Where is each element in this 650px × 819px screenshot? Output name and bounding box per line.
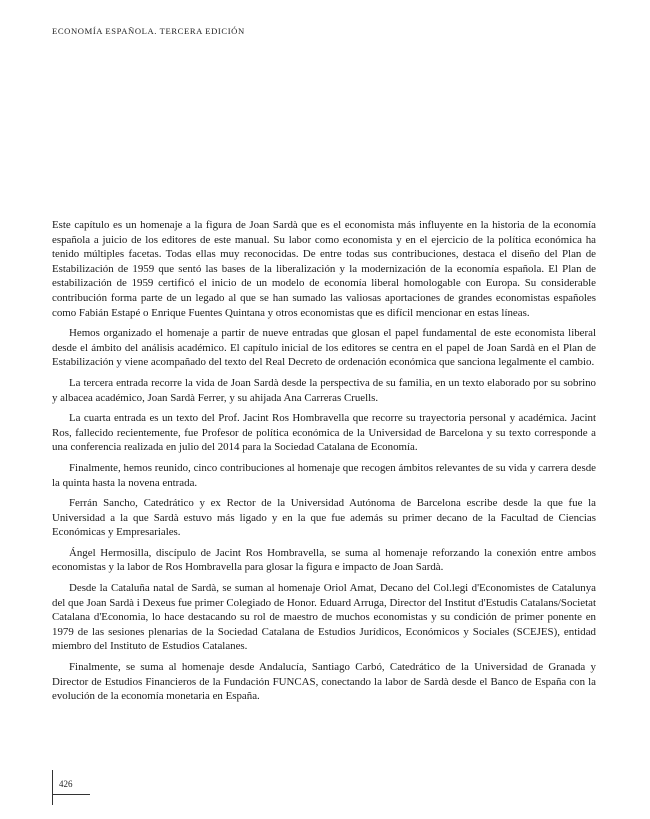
paragraph-contributions: Finalmente, hemos reunido, cinco contribuciones al homenaje que recogen ámbitos relevantes de su vida y carrera desde la quinta hasta la novena entrada. bbox=[52, 461, 596, 489]
paragraph-third-entry: La tercera entrada recorre la vida de Joan Sardà desde la perspectiva de su familia, en un texto elaborado por su sobrino y albacea académico, Joan Sardà Ferrer, y su ahijada Ana Carreras Cruells. bbox=[52, 376, 596, 404]
paragraph-fourth-entry: La cuarta entrada es un texto del Prof. Jacint Ros Hombravella que recorre su trayectoria personal y académica. Jacint Ros, fallecido recientemente, fue Profesor de política económica de la Universidad de Barcelona y su texto corresponde a una conferencia realizada en julio del 2014 para la Sociedad Catalana de Economía. bbox=[52, 412, 596, 454]
paragraph-angel-hermosilla: Ángel Hermosilla, discípulo de Jacint Ros Hombravella, se suma al homenaje reforzando la conexión entre ambos economistas y la labor de Ros Hombravella para glosar la figura e impacto de Joan Sardà. bbox=[52, 546, 596, 574]
footer-horizontal-rule bbox=[52, 794, 90, 795]
body-text bbox=[52, 218, 596, 710]
paragraph-andalucia: Finalmente, se suma al homenaje desde Andalucía, Santiago Carbó, Catedrático de la Universidad de Granada y Director de Estudios Financieros de la Fundación FUNCAS, conectando la labor de Sardà desde el Banco de España con la evolución de la economía monetaria en España. bbox=[52, 661, 596, 703]
footer-vertical-rule bbox=[52, 770, 53, 805]
paragraph-organization: Hemos organizado el homenaje a partir de nueve entradas que glosan el papel fundamental de este economista liberal desde el ámbito del análisis académico. El capítulo inicial de los editores se centra en el papel de Joan Sardà en el Plan de Estabilización y viene acompañado del texto del Real Decreto de ordenación económica que sanciona legalmente el cambio. bbox=[52, 327, 596, 369]
running-header: ECONOMÍA ESPAÑOLA. TERCERA EDICIÓN bbox=[52, 26, 245, 36]
page-number: 426 bbox=[59, 779, 73, 789]
paragraph-cataluna: Desde la Cataluña natal de Sardà, se suman al homenaje Oriol Amat, Decano del Col.legi d'Economistes de Catalunya del que Joan Sardà i Dexeus fue primer Colegiado de Honor. Eduard Arruga, Director del Institut d'Estudis Catalans/Societat Catalana d'Economia, lo hace destacando su rol de maestro de muchos economistas y su condición de primer ponente en 1979 de las sesiones plenarias de la Sociedad Catalana de Estudios Jurídicos, Económicos y Sociales (SCEJES), entidad miembro del Instituto de Estudios Catalanes. bbox=[52, 582, 596, 653]
paragraph-ferran-sancho: Ferrán Sancho, Catedrático y ex Rector de la Universidad Autónoma de Barcelona escribe desde la que fue la Universidad a la que Sardà estuvo más ligado y en la que fue además su primer decano de la Facultad de Ciencias Económicas y Empresariales. bbox=[52, 497, 596, 539]
paragraph-intro: Este capítulo es un homenaje a la figura de Joan Sardà que es el economista más influyente en la historia de la economía española a juicio de los editores de este manual. Su labor como economista y en el ejercicio de la política económica ha tenido múltiples facetas. Todas ellas muy reconocidas. De entre todas sus contribuciones, destaca el diseño del Plan de Estabilización de 1959 que sentó las bases de la liberalización y la modernización de la economía española. El Plan de estabilización de 1959 certificó el inicio de un modelo de economía liberal homologable con Europa. Su considerable contribución forma parte de un legado al que se han sumado las valiosas aportaciones de grandes economistas españoles como Fabián Estapé o Enrique Fuentes Quintana y otros economistas que es difícil mencionar en estas líneas. bbox=[52, 219, 596, 319]
